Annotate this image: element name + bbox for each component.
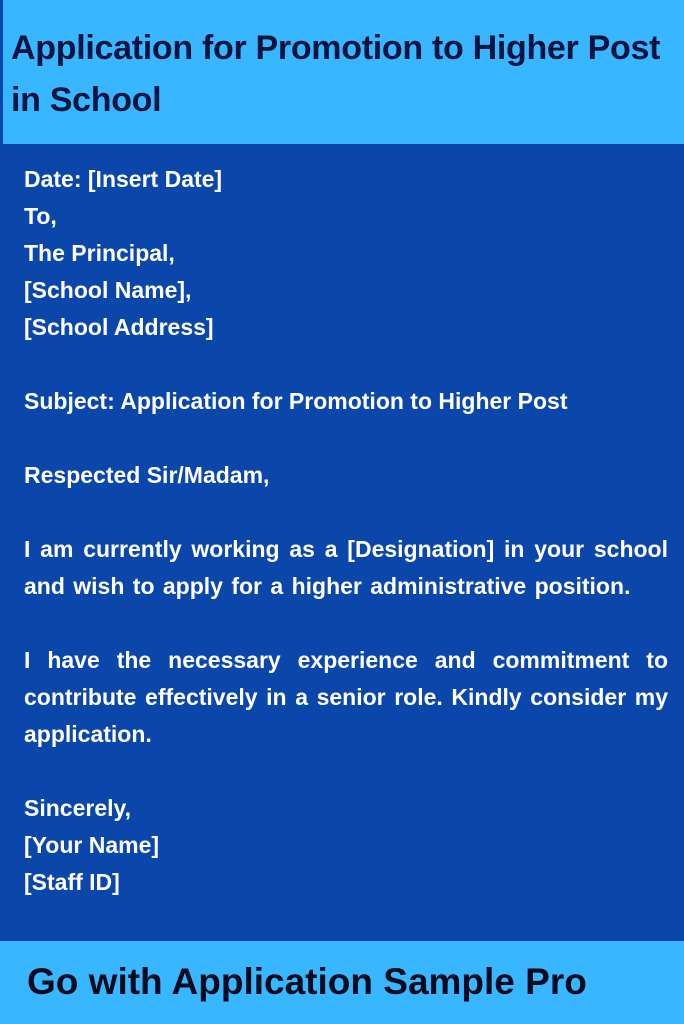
letter-salutation: Respected Sir/Madam,	[24, 462, 270, 488]
footer-tagline: Go with Application Sample Pro	[27, 961, 587, 1002]
letter-school-name: [School Name],	[24, 277, 192, 303]
footer-banner	[0, 941, 684, 1024]
letter-your-name: [Your Name]	[24, 832, 160, 858]
letter-paragraph-two: I have the necessary experience and commitment to contribute effectively in a senior role. Kindly consider my application.	[24, 647, 668, 747]
letter-spacer	[24, 494, 668, 531]
letter-to: To,	[24, 203, 57, 229]
letter-spacer	[24, 420, 668, 457]
letter-spacer	[24, 753, 668, 790]
page-title: Application for Promotion to Higher Post in School	[11, 29, 661, 119]
letter-staff-id: [Staff ID]	[24, 869, 120, 895]
letter-recipient: The Principal,	[24, 240, 175, 266]
title-banner	[0, 0, 684, 144]
letter-spacer	[24, 346, 668, 383]
letter-spacer	[24, 605, 668, 642]
letter-closing: Sincerely,	[24, 795, 131, 821]
letter-paragraph-one: I am currently working as a [Designation] in your school and wish to apply for a higher administrative position.	[24, 536, 668, 599]
letter-subject: Subject: Application for Promotion to Higher Post	[24, 388, 568, 414]
application-letter	[24, 161, 668, 901]
letter-date: Date: [Insert Date]	[24, 166, 223, 192]
letter-school-address: [School Address]	[24, 314, 214, 340]
